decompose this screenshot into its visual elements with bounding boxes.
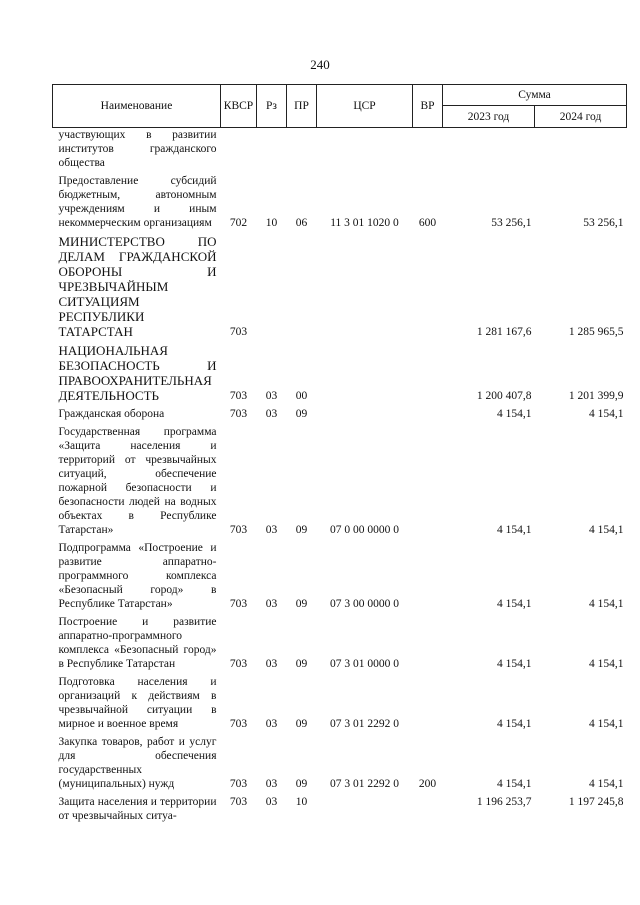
table-row (53, 673, 627, 733)
row-kvsr: 703 (229, 326, 248, 338)
table-row (53, 733, 627, 793)
row-rz: 03 (265, 658, 278, 670)
row-sum-2023: 1 281 167,6 (476, 326, 532, 338)
row-kvsr: 703 (229, 658, 248, 670)
row-csr: 07 3 01 0000 0 (330, 658, 399, 670)
header-vr: ВР (413, 85, 443, 128)
row-sum-2024: 4 154,1 (589, 408, 624, 420)
row-pr: 09 (295, 778, 308, 790)
row-name: Предоставление субсидий бюджетным, автономным учреждениям и иным некоммерческим организациям (58, 175, 217, 229)
row-csr: 07 3 00 0000 0 (330, 598, 399, 610)
table-row (53, 423, 627, 539)
row-kvsr: 703 (229, 796, 248, 808)
table-row (53, 128, 627, 173)
table-row (53, 539, 627, 613)
row-sum-2023 (443, 128, 535, 173)
header-year-2024: 2024 год (535, 106, 627, 128)
row-pr: 06 (295, 217, 308, 229)
row-vr (413, 405, 443, 423)
row-rz: 03 (265, 718, 278, 730)
row-sum-2023: 4 154,1 (497, 408, 532, 420)
row-vr (413, 539, 443, 613)
row-vr (413, 673, 443, 733)
row-sum-2023: 4 154,1 (497, 524, 532, 536)
header-name: Наименование (53, 85, 221, 128)
row-kvsr (221, 128, 257, 173)
row-pr: 09 (295, 408, 308, 420)
table-header (53, 85, 627, 128)
row-sum-2024 (535, 128, 627, 173)
header-pr: ПР (287, 85, 317, 128)
header-kvsr: КВСР (221, 85, 257, 128)
row-rz: 03 (265, 524, 278, 536)
row-sum-2023: 4 154,1 (497, 718, 532, 730)
row-csr: 11 3 01 1020 0 (330, 217, 399, 229)
row-sum-2023: 53 256,1 (491, 217, 532, 229)
row-vr: 600 (418, 217, 437, 229)
row-name: Закупка товаров, работ и услуг для обеспечения государственных (муниципальных) нужд (58, 736, 217, 790)
row-rz (257, 128, 287, 173)
row-pr: 09 (295, 524, 308, 536)
row-sum-2024: 4 154,1 (589, 658, 624, 670)
row-pr: 00 (295, 390, 308, 402)
row-rz: 03 (265, 598, 278, 610)
row-sum-2024: 1 285 965,5 (568, 326, 624, 338)
row-vr (413, 128, 443, 173)
row-vr (413, 793, 443, 825)
row-rz: 03 (265, 390, 278, 402)
row-name: Государственная программа «Защита населения и территорий от чрезвычайных ситуаций, обеспечение пожарной безопасности и безопасности людей на водных объектах в Республике Татарстан» (58, 426, 217, 536)
row-rz: 03 (265, 408, 278, 420)
table-body (53, 128, 627, 826)
row-sum-2023: 4 154,1 (497, 598, 532, 610)
row-name: Подготовка населения и организаций к действиям в чрезвычайной ситуации в мирное и военное время (58, 676, 217, 730)
row-vr (413, 341, 443, 405)
row-csr: 07 3 01 2292 0 (330, 718, 399, 730)
table-row (53, 172, 627, 232)
row-pr (287, 128, 317, 173)
row-name: Подпрограмма «Построение и развитие аппаратно-программного комплекса «Безопасный город» в Республике Татарстан» (58, 542, 217, 610)
row-vr (413, 423, 443, 539)
row-sum-2024: 4 154,1 (589, 718, 624, 730)
table-row (53, 232, 627, 341)
row-kvsr: 703 (229, 718, 248, 730)
row-kvsr: 703 (229, 778, 248, 790)
row-rz: 03 (265, 796, 278, 808)
row-name: участвующих в развитии институтов гражданского общества (58, 129, 217, 169)
row-kvsr: 702 (229, 217, 248, 229)
header-rz: Рз (257, 85, 287, 128)
row-rz: 03 (265, 778, 278, 790)
row-name: НАЦИОНАЛЬНАЯ БЕЗОПАСНОСТЬ И ПРАВООХРАНИТЕЛЬНАЯ ДЕЯТЕЛЬНОСТЬ (58, 343, 217, 403)
row-csr (317, 341, 413, 405)
row-kvsr: 703 (229, 390, 248, 402)
row-name: МИНИСТЕРСТВО ПО ДЕЛАМ ГРАЖДАНСКОЙ ОБОРОНЫ И ЧРЕЗВЫЧАЙНЫМ СИТУАЦИЯМ РЕСПУБЛИКИ ТАТАРСТАН (58, 234, 217, 339)
row-name: Гражданская оборона (58, 408, 165, 420)
row-name: Построение и развитие аппаратно-программного комплекса «Безопасный город» в Республике Татарстан (58, 616, 217, 670)
header-csr: ЦСР (317, 85, 413, 128)
row-vr: 200 (418, 778, 437, 790)
header-sum: Сумма (443, 85, 627, 106)
table-row (53, 793, 627, 825)
row-csr (317, 793, 413, 825)
row-pr: 09 (295, 658, 308, 670)
row-name: Защита населения и территории от чрезвычайных ситуа- (58, 796, 217, 822)
budget-table (52, 84, 627, 825)
row-csr (317, 128, 413, 173)
row-sum-2024: 4 154,1 (589, 598, 624, 610)
row-sum-2023: 4 154,1 (497, 778, 532, 790)
row-sum-2023: 1 196 253,7 (476, 796, 532, 808)
row-sum-2024: 1 201 399,9 (568, 390, 624, 402)
row-kvsr: 703 (229, 598, 248, 610)
table-row (53, 405, 627, 423)
row-pr: 09 (295, 598, 308, 610)
row-pr (287, 232, 317, 341)
row-csr (317, 405, 413, 423)
row-rz: 10 (265, 217, 278, 229)
row-pr: 10 (295, 796, 308, 808)
row-sum-2024: 4 154,1 (589, 778, 624, 790)
row-sum-2024: 53 256,1 (583, 217, 624, 229)
row-pr: 09 (295, 718, 308, 730)
row-sum-2024: 1 197 245,8 (568, 796, 624, 808)
row-sum-2023: 4 154,1 (497, 658, 532, 670)
row-vr (413, 232, 443, 341)
table-row (53, 341, 627, 405)
row-vr (413, 613, 443, 673)
table-row (53, 613, 627, 673)
row-csr: 07 3 01 2292 0 (330, 778, 399, 790)
row-sum-2024: 4 154,1 (589, 524, 624, 536)
row-kvsr: 703 (229, 408, 248, 420)
page-number: 240 (310, 57, 330, 72)
header-year-2023: 2023 год (443, 106, 535, 128)
row-csr: 07 0 00 0000 0 (330, 524, 399, 536)
row-kvsr: 703 (229, 524, 248, 536)
row-rz (257, 232, 287, 341)
row-sum-2023: 1 200 407,8 (476, 390, 532, 402)
row-csr (317, 232, 413, 341)
